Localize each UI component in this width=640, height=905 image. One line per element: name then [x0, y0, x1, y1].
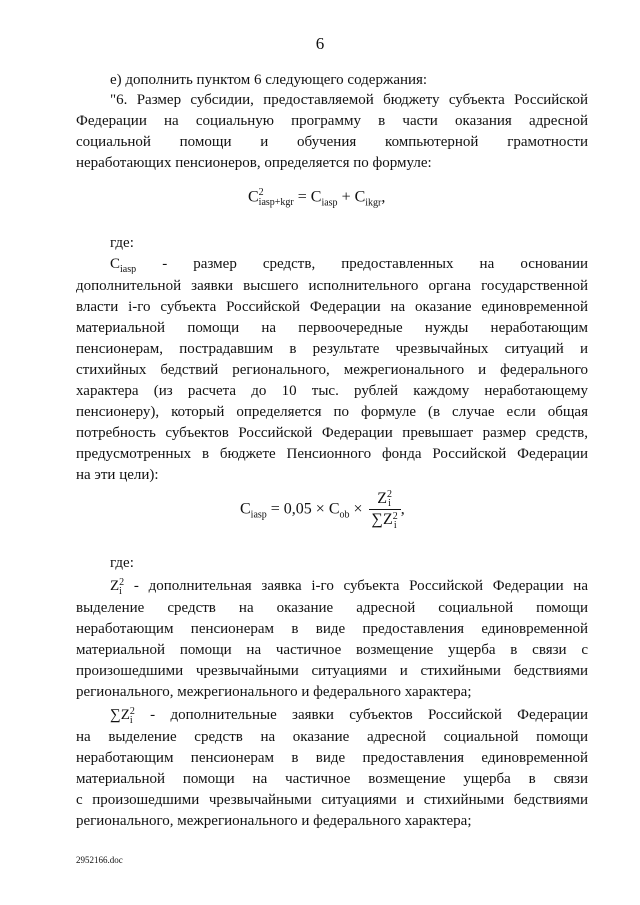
- symbol-sum-z-i-squared: ∑Z 2 i: [110, 705, 135, 725]
- definition-line: стихийных бедствий регионального, межрегионального и федерального: [76, 362, 588, 378]
- definition-line: материальной помощи на частичное возмещение ущерба в связи с: [76, 642, 588, 658]
- paragraph-line: "6. Размер субсидии, предоставляемой бюджету субъекта Российской: [110, 92, 588, 108]
- page-number: 6: [315, 34, 325, 53]
- symbol-z-i-squared: Z 2 i: [110, 576, 125, 596]
- definition-line: дополнительной заявки высшего исполнительного органа государственной: [76, 278, 588, 294]
- paragraph-line: неработающих пенсионеров, определяется по формуле:: [76, 155, 432, 171]
- definition-line: ∑Z 2 i - дополнительные заявки субъектов Российской Федерации: [110, 705, 588, 725]
- definition-line: регионального, межрегионального и федерального характера;: [76, 813, 472, 829]
- definition-line: на выделение средств на оказание адресной социальной помощи: [76, 729, 588, 745]
- formula-subsidy: C 2 iasp+kgr = $C_{iasp} + C_{ikgr}$,: [248, 187, 386, 209]
- definition-line: пенсионеру), который определяется по формуле (в случае если общая: [76, 404, 588, 420]
- definition-line: Z 2 i - дополнительная заявка i-го субъекта Российской Федерации на: [110, 576, 588, 596]
- document-footer: 2952166.doc: [76, 855, 123, 865]
- where-label: где:: [110, 235, 134, 251]
- definition-line: выделение средств на оказание адресной социальной помощи: [76, 600, 588, 616]
- definition-line: власти i-го субъекта Российской Федерации на оказание единовременной: [76, 299, 588, 315]
- definition-line: пенсионерам, пострадавшим в результате чрезвычайных ситуаций и: [76, 341, 588, 357]
- where-label: где:: [110, 555, 134, 571]
- definition-line: на эти цели):: [76, 467, 159, 483]
- paragraph-line: Федерации на социальную программу в части оказания адресной: [76, 113, 588, 129]
- definition-line: характера (из расчета до 10 тыс. рублей каждому неработающему: [76, 383, 588, 399]
- amendment-intro: е) дополнить пунктом 6 следующего содержания:: [110, 72, 428, 88]
- formula-c-iasp: $C_{iasp} = 0,05 \times C_{ob}$ × Z 2 i ∑Z 2 i ,: [240, 489, 405, 531]
- definition-line: с произошедшими чрезвычайными ситуациями и стихийными бедствиями: [76, 792, 588, 808]
- definition-line: регионального, межрегионального и федерального характера;: [76, 684, 472, 700]
- fraction: Z 2 i ∑Z 2 i: [369, 490, 401, 530]
- paragraph-line: социальной помощи и обучения компьютерной грамотности: [76, 134, 588, 150]
- definition-line: произошедшими чрезвычайными ситуациями и стихийными бедствиями: [76, 663, 588, 679]
- definition-line: материальной помощи на первоочередные нужды неработающим: [76, 320, 588, 336]
- definition-line: неработающим пенсионерам в виде предоставления единовременной: [76, 621, 588, 637]
- definition-line: материальной помощи на частичное возмещение ущерба в связи: [76, 771, 588, 787]
- definition-line: потребность субъектов Российской Федерации превышает размер средств,: [76, 425, 588, 441]
- symbol-c-iasp: $C_{iasp}$: [110, 256, 137, 274]
- definition-line: неработающим пенсионерам в виде предоставления единовременной: [76, 750, 588, 766]
- definition-line: предусмотренных в бюджете Пенсионного фонда Российской Федерации: [76, 446, 588, 462]
- definition-line: $C_{iasp}$ - размер средств, предоставленных на основании: [110, 254, 588, 274]
